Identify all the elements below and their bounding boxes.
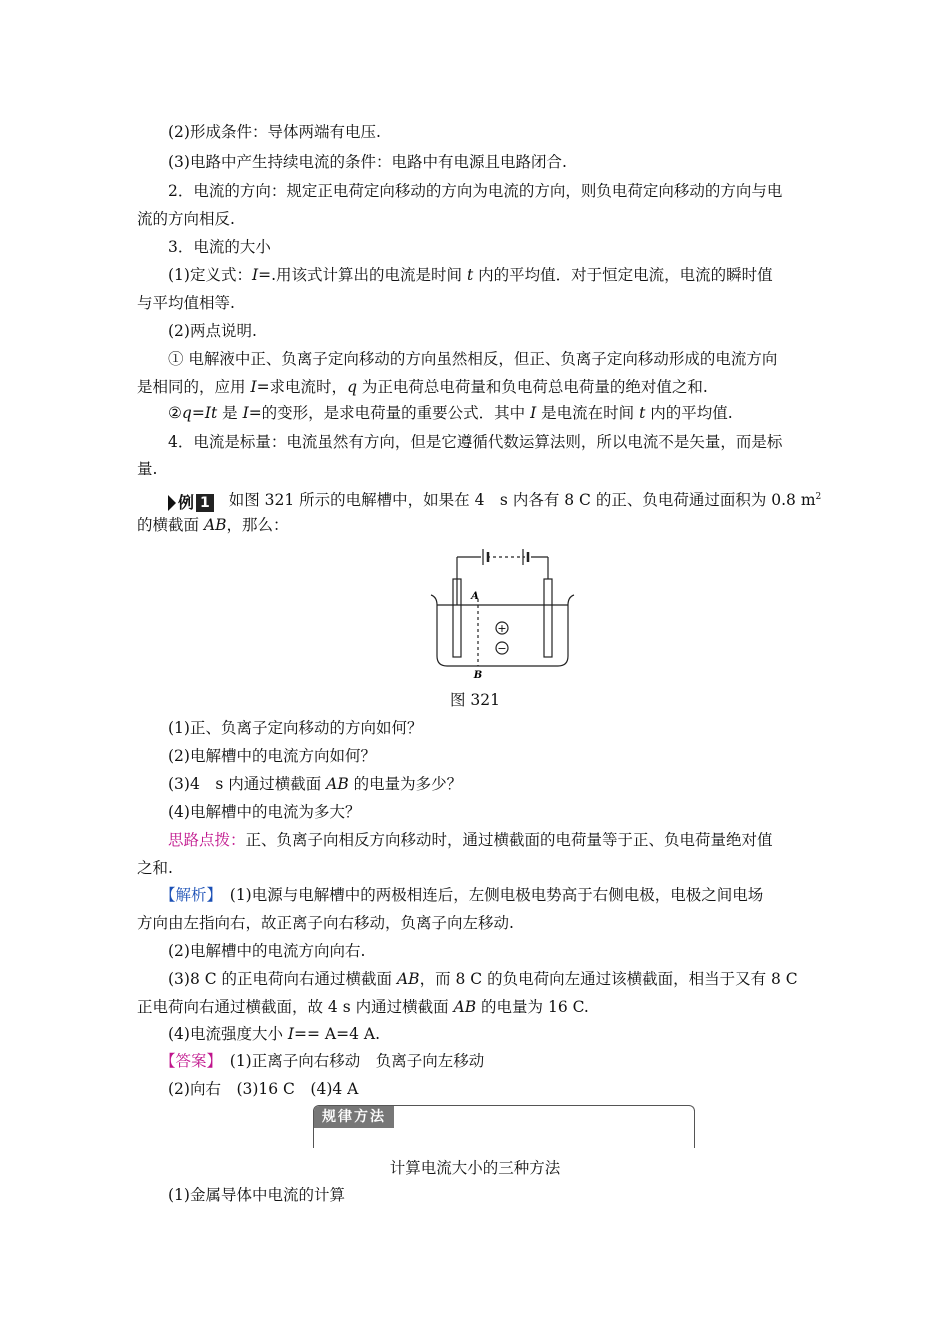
text-line: 与平均值相等. <box>137 294 235 312</box>
rule-title: 计算电流大小的三种方法 <box>389 1159 561 1177</box>
rule-method-box <box>313 1105 695 1148</box>
text-line: (3)电路中产生持续电流的条件：电路中有电源且电路闭合. <box>168 153 567 171</box>
figure-caption: 图 321 <box>449 691 500 709</box>
answer-label: 【答案】 <box>160 1052 215 1070</box>
text-line: (1)定义式：I=.用该式计算出的电流是时间 t 内的平均值．对于恒定电流，电流的瞬时值 <box>168 266 773 284</box>
text-line: (2)形成条件：导体两端有电压. <box>168 123 381 141</box>
label-b: B <box>473 670 483 681</box>
text-line: 流的方向相反. <box>137 210 235 228</box>
text-line: 是相同的，应用 I=求电流时，q 为正电荷总电荷量和负电荷总电荷量的绝对值之和. <box>137 378 708 396</box>
question-1: (1)正、负离子定向移动的方向如何？ <box>168 719 423 737</box>
text-line: (2)电解槽中的电流方向向右. <box>168 942 366 960</box>
text-line: 4．电流是标量：电流虽然有方向，但是它遵循代数运算法则，所以电流不是矢量，而是标 <box>168 433 783 451</box>
example-badge: 例 1 <box>168 491 214 511</box>
rule-method-tab: 规律方法 <box>314 1106 394 1128</box>
text-line: (1)金属导体中电流的计算 <box>168 1186 345 1204</box>
text-line: 量. <box>137 460 158 478</box>
hint-line: 思路点拨：正、负离子向相反方向移动时，通过横截面的电荷量等于正、负电荷量绝对值 <box>168 831 773 849</box>
text-line: (2)向右 (3)16 C (4)4 A <box>168 1080 359 1098</box>
question-3: (3)4 s 内通过横截面 AB 的电量为多少？ <box>168 775 463 793</box>
question-4: (4)电解槽中的电流为多大？ <box>168 803 361 821</box>
analysis-line: 【解析】 (1)电源与电解槽中的两极相连后，左侧电极电势高于右侧电极，电极之间电场 <box>160 886 764 904</box>
example-line: 例 1 如图 321 所示的电解槽中，如果在 4 s 内各有 8 C 的正、负电荷通过面积为 0.8 $m^2$ <box>168 486 821 511</box>
text-line: 之和. <box>137 859 173 877</box>
text-line: ②q=It 是 I=的变形，是求电荷量的重要公式．其中 I 是电流在时间 t 内的平均值. <box>168 404 733 422</box>
text-line: 正电荷向右通过横截面，故 4 s 内通过横截面 AB 的电量为 16 C. <box>137 998 589 1016</box>
question-2: (2)电解槽中的电流方向如何？ <box>168 747 376 765</box>
text-line: 3．电流的大小 <box>168 238 271 256</box>
text-line: 的横截面 AB，那么： <box>137 516 289 534</box>
answer-line: 【答案】 (1)正离子向右移动 负离子向左移动 <box>160 1052 485 1070</box>
text-line: 2．电流的方向：规定正电荷定向移动的方向为电流的方向，则负电荷定向移动的方向与电 <box>168 182 783 200</box>
hint-label: 思路点拨： <box>168 831 246 849</box>
electrolytic-cell-figure <box>425 543 580 683</box>
text-line: ① 电解液中正、负离子定向移动的方向虽然相反，但正、负离子定向移动形成的电流方向 <box>168 350 778 368</box>
positive-ion-icon: + <box>497 622 507 635</box>
triangle-icon <box>168 495 176 511</box>
text-line: (3)8 C 的正电荷向右通过横截面 AB，而 8 C 的负电荷向左通过该横截面，相当于又有 8 C <box>168 970 798 988</box>
label-a: A <box>471 591 479 602</box>
analysis-label: 【解析】 <box>160 886 215 904</box>
text-line: (2)两点说明. <box>168 322 257 340</box>
text-line: (4)电流强度大小 I== A=4 A. <box>168 1025 381 1043</box>
negative-ion-icon: − <box>497 642 507 655</box>
text-line: 方向由左指向右，故正离子向右移动，负离子向左移动. <box>137 914 514 932</box>
